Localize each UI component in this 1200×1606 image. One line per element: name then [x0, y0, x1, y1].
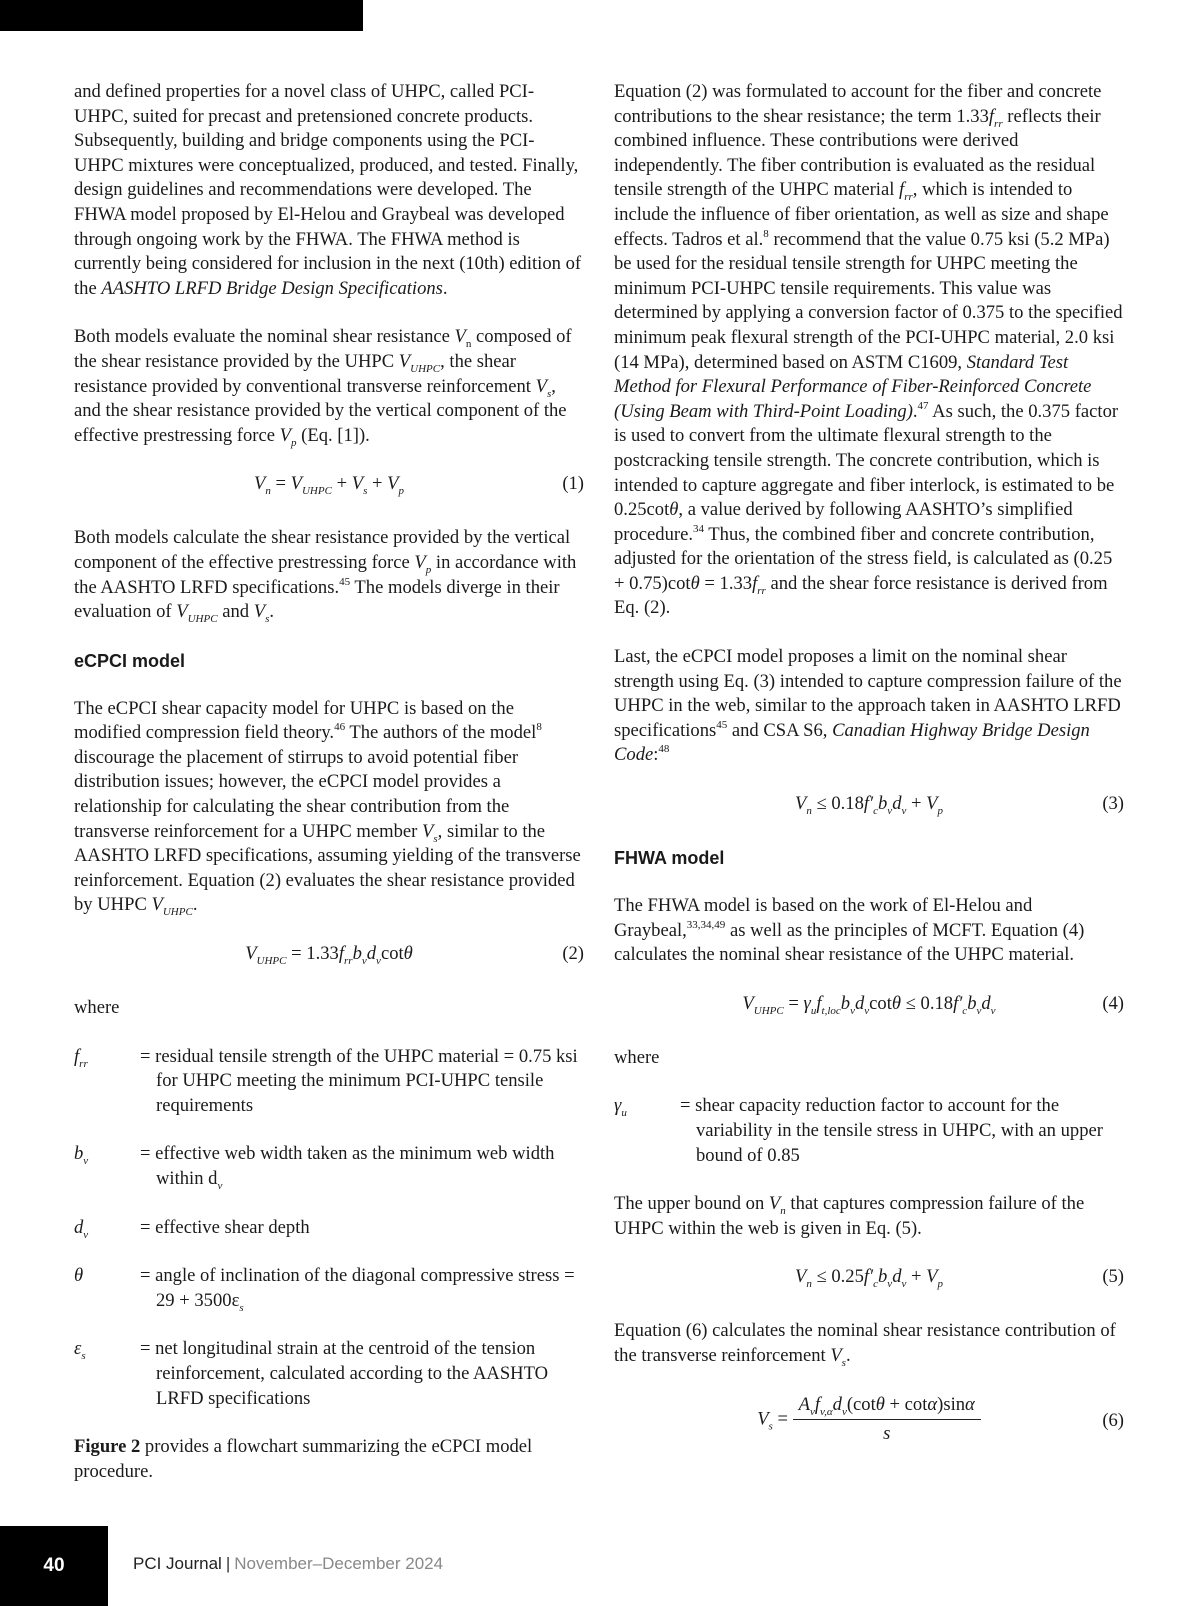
definition-bv: [74, 1142, 584, 1191]
symbol-bv: $b_v$: [74, 1143, 89, 1168]
paragraph-equation-6: Equation (6) calculates the nominal shear resistance contribution of the transverse reinforcement $V_s$.: [614, 1320, 1116, 1369]
where-label-left: where: [74, 997, 120, 1019]
heading-fhwa-model: FHWA model: [614, 848, 725, 869]
journal-name: PCI Journal: [133, 1554, 222, 1573]
equation-1-expression: $V_n = V_{UHPC} + V_s + V_p$: [253, 473, 405, 498]
equation-4-expression: $V_{UHPC} = \gamma_uf_{t,loc}b_vd_v\cot\theta \le 0.18f'_cb_vd_v$: [742, 992, 996, 1017]
equation-2-expression: $V_{UHPC} = 1.33f_{rr}b_vd_v\cot\theta$: [245, 943, 413, 968]
journal-issue: November–December 2024: [234, 1554, 444, 1573]
equation-2-number: (2): [562, 943, 584, 965]
symbol-frr: $f_{rr}$: [74, 1045, 88, 1070]
page-footer: [0, 1526, 1200, 1606]
equation-6-fraction: $\frac{A_vf_{v,\alpha}d_v(\cot\theta + \cot\alpha)\sin\alpha}{s}$: [793, 1393, 981, 1447]
definition-epsilon-s: [74, 1337, 584, 1411]
equation-1-number: (1): [562, 473, 584, 495]
paragraph-ecpci-limit: Last, the eCPCI model proposes a limit on the nominal shear strength using Eq. (3) intended to capture compression failure of the UHPC in the web, similar to the approach taken in AASHTO LRFD specifications$^{45}$ and CSA S6, Canadian Highway Bridge Design Code:$^{48}$: [614, 646, 1122, 766]
paragraph-fhwa: The FHWA model is based on the work of El-Helou and Graybeal,$^{33,34,49}$ as well as the principles of MCFT. Equation (4) calculates the nominal shear resistance of the UHPC material.: [614, 895, 1085, 966]
right-column: [614, 80, 1124, 1475]
where-label-right: where: [614, 1046, 660, 1068]
paragraph-upper-bound: The upper bound on $V_n$ that captures compression failure of the UHPC within the web is given in Eq. (5).: [614, 1193, 1085, 1239]
symbol-gamma-u: $\gamma_u$: [614, 1095, 627, 1120]
definition-dv: [74, 1216, 584, 1241]
equation-4-number: (4): [1102, 992, 1124, 1014]
paragraph-ecpci: The eCPCI shear capacity model for UHPC is based on the modified compression field theory.$^{46}$ The authors of the model$^8$ discourage the placement of stirrups to avoid potential fiber distribution issues; however, the eCPCI model provides a relationship for calculating the shear contribution from the transverse reinforcement for a UHPC member $V_s$, similar to the AASHTO LRFD specifications, assuming yielding of the transverse reinforcement. Equation (2) evaluates the shear resistance provided by UHPC $V_{UHPC}$.: [74, 697, 581, 919]
equation-4: [614, 992, 1124, 1022]
equation-3: [614, 792, 1124, 822]
paragraph-figure-2: Figure 2 provides a flowchart summarizing the eCPCI model procedure.: [74, 1436, 533, 1482]
definition-frr: [74, 1045, 584, 1119]
equation-5: [614, 1265, 1124, 1295]
equation-5-number: (5): [1102, 1266, 1124, 1288]
definition-theta-text: = angle of inclination of the diagonal compressive stress = $29 + 3500\varepsilon_s$: [140, 1265, 575, 1314]
heading-ecpci-model: eCPCI model: [74, 650, 186, 671]
paragraph-equation-2-explained: Equation (2) was formulated to account for the fiber and concrete contributions to the shear resistance; the term $1.33f_{rr}$ reflects their combined influence. These contributions were derived independently. The fiber contribution is evaluated as the residual tensile strength of the UHPC material $f_{rr}$, which is intended to include the influence of fiber orientation, as well as size and shape effects. Tadros et al.$^8$ recommend that the value 0.75 ksi (5.2 MPa) be used for the residual tensile strength for UHPC meeting the minimum PCI-UHPC tensile requirements. This value was determined by applying a conversion factor of 0.375 to the specified minimum peak flexural strength of the PCI-UHPC material, 2.0 ksi (14 MPa), determined based on ASTM C1609, Standard Test Method for Flexural Performance of Fiber-Reinforced Concrete (Using Beam with Third-Point Loading).$^{47}$ As such, the 0.375 factor is used to convert from the ultimate flexural strength to the postcracking tensile strength. The concrete contribution, which is intended to capture aggregate and fiber interlock, is estimated to be 0.25cotθ, a value derived by following AASHTO’s simplified procedure.$^{34}$ Thus, the combined fiber and concrete contribution, adjusted for the orientation of the stress field, is calculated as $(0.25 + 0.75)\cot\theta = 1.33f_{rr}$ and the shear force resistance is derived from Eq. (2).: [614, 81, 1123, 619]
journal-credit: [133, 1554, 443, 1574]
definition-dv-text: = effective shear depth: [140, 1216, 310, 1238]
symbol-theta: θ: [74, 1265, 84, 1287]
symbol-epsilon-s: $\varepsilon_s$: [74, 1338, 86, 1363]
definition-theta: [74, 1264, 584, 1313]
definition-gamma-u-text: = shear capacity reduction factor to account for the variability in the tensile stress in UHPC, with an upper bound of 0.85: [680, 1095, 1103, 1166]
definition-epsilon-s-text: = net longitudinal strain at the centroid of the tension reinforcement, calculated according to the AASHTO LRFD specifications: [140, 1338, 549, 1409]
journal-separator: |: [225, 1554, 231, 1573]
paragraph-both-calculate: Both models calculate the shear resistance provided by the vertical component of the effective prestressing force $V_p$ in accordance with the AASHTO LRFD specifications.$^{45}$ The models diverge in their evaluation of $V_{UHPC}$ and $V_s$.: [74, 527, 577, 626]
paragraph-both-models: Both models evaluate the nominal shear resistance $V_n$ composed of the shear resistance provided by the UHPC $V_{UHPC}$, the shear resistance provided by conventional transverse reinforcement $V_s$, and the shear resistance provided by the vertical component of the effective prestressing force $V_p$ (Eq. [1]).: [74, 326, 572, 449]
definition-bv-text: = effective web width taken as the minimum web width within $d_v$: [140, 1143, 555, 1192]
equation-3-number: (3): [1102, 793, 1124, 815]
equation-6: [614, 1393, 1124, 1451]
definition-frr-text: = residual tensile strength of the UHPC material = 0.75 ksi for UHPC meeting the minimum PCI-UHPC tensile requirements: [140, 1045, 578, 1116]
left-column: [74, 80, 584, 1508]
equation-6-number: (6): [1102, 1409, 1124, 1431]
paragraph-intro: and defined properties for a novel class of UHPC, called PCI-UHPC, suited for precast and pretensioned concrete products. Subsequently, building and bridge components using the PCI-UHPC mixtures were conceptualized, produced, and tested. Finally, design guidelines and recommendations were developed. The FHWA model proposed by El-Helou and Graybeal was developed through ongoing work by the FHWA. The FHWA method is currently being considered for inclusion in the next (10th) edition of the AASHTO LRFD Bridge Design Specifications.: [74, 81, 582, 299]
equation-6-expression: $V_s$ = $\frac{A_vf_{v,\alpha}d_v(\cot\theta + \cot\alpha)\sin\alpha}{s}$: [757, 1393, 981, 1447]
equation-5-expression: $V_n \le 0.25f'_cb_vd_v + V_p$: [794, 1266, 944, 1291]
definition-gamma-u: [614, 1094, 1124, 1168]
symbol-dv: $d_v$: [74, 1216, 89, 1241]
equation-2: [74, 942, 584, 972]
page-number: 40: [0, 1526, 108, 1606]
equation-3-expression: $V_n \le 0.18f'_cb_vd_v + V_p$: [794, 793, 944, 818]
top-black-bar: [0, 0, 363, 31]
equation-1: [74, 472, 584, 502]
